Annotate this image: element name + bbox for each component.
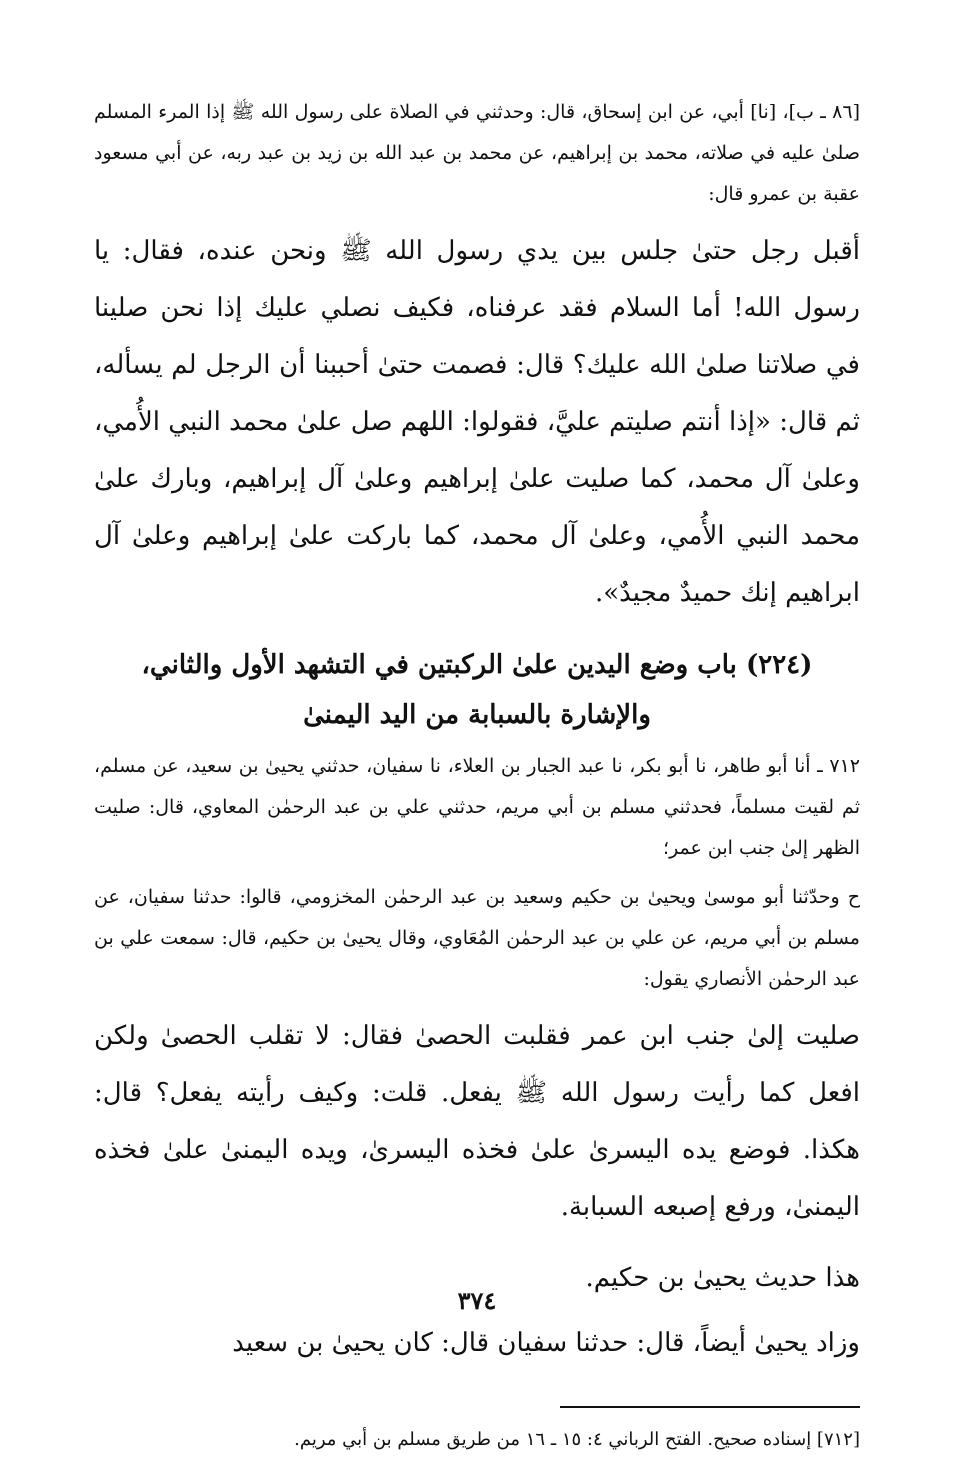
isnad-paragraph-alternate: ح وحدّثنا أبو موسىٰ ويحيىٰ بن حكيم وسعيد بن عبد الرحمٰن المخزومي، قالوا: حدثنا سفيان، عن مسلم بن أبي مريم، عن علي بن عبد الرحمٰن المُعَاوي، وقال يحيىٰ بن حكيم، قال: سمعت علي بن عبد الرحمٰن الأنصاري يقول: xyxy=(94,886,860,990)
chapter-heading: (٢٢٤) باب وضع اليدين علىٰ الركبتين في التشهد الأول والثاني، والإشارة بالسبابة من اليد اليمنىٰ xyxy=(141,650,813,730)
hadith-text: أقبل رجل حتىٰ جلس بين يدي رسول الله ﷺ ونحن عنده، فقال: يا رسول الله! أما السلام فقد عرفناه، فكيف نصلي عليك إذا نحن صلينا في صلاتنا صلىٰ الله عليك؟ قال: فصمت حتىٰ أحببنا أن الرجل لم يسأله، ثم قال: «إذا أنتم صليتم عليَّ، فقولوا: اللهم صل علىٰ محمد النبي الأُمي، وعلىٰ آل محمد، كما صليت علىٰ إبراهيم وعلىٰ آل إبراهيم، وبارك علىٰ محمد النبي الأُمي، وعلىٰ آل محمد، كما باركت علىٰ إبراهيم وعلىٰ آل ابراهيم إنك حميدٌ مجيدٌ». xyxy=(93,236,860,608)
footnote-divider xyxy=(560,1406,860,1408)
hadith-note: هذا حديث يحيىٰ بن حكيم. xyxy=(585,1263,860,1293)
hadith-continuation: وزاد يحيىٰ أيضاً، قال: حدثنا سفيان قال: كان يحيىٰ بن سعيد xyxy=(232,1328,860,1358)
page-number: ٣٧٤ xyxy=(457,1286,497,1315)
hadith-text-712: صليت إلىٰ جنب ابن عمر فقلبت الحصىٰ فقال: لا تقلب الحصىٰ ولكن افعل كما رأيت رسول الله ﷺ يفعل. قلت: وكيف رأيته يفعل؟ قال: هكذا. فوضع يده اليسرىٰ علىٰ فخذه اليسرىٰ، ويده اليمنىٰ علىٰ فخذه اليمنىٰ، ورفع إصبعه السبابة. xyxy=(94,1021,860,1222)
isnad-paragraph: [٨٦ ـ ب]، [نا] أبي، عن ابن إسحاق، قال: وحدثني في الصلاة على رسول الله ﷺ إذا المرء المسلم صلىٰ عليه في صلاته، محمد بن إبراهيم، عن محمد بن عبد الله بن زيد بن عبد ربه، عن أبي مسعود عقبة بن عمرو قال: xyxy=(94,101,860,205)
isnad-paragraph-712: ٧١٢ ـ أنا أبو طاهر، نا أبو بكر، نا عبد الجبار بن العلاء، نا سفيان، حدثني يحيىٰ بن سعيد، عن مسلم، ثم لقيت مسلماً، فحدثني مسلم بن أبي مريم، حدثني علي بن عبد الرحمٰن المعاوي، قال: صليت الظهر إلىٰ جنب ابن عمر؛ xyxy=(94,755,860,859)
footnote: [٧١٢] إسناده صحيح. الفتح الرباني ٤: ١٥ ـ ١٦ من طريق مسلم بن أبي مريم. xyxy=(294,1429,860,1450)
